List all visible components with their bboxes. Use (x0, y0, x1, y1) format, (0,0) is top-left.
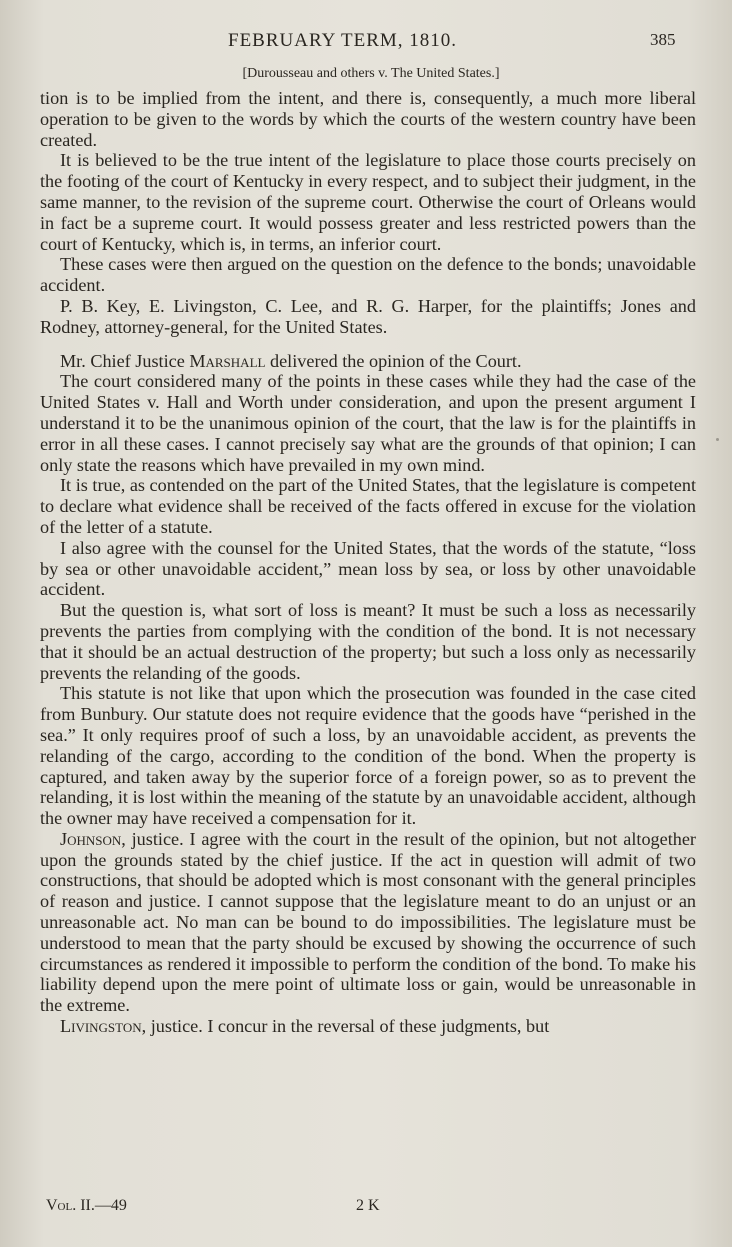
volume-signature: Vol. II.—49 (46, 1197, 127, 1214)
paragraph: The court considered many of the points in these cases while they had the case of the United States v. Hall and Worth under consideration, and upon the present argument I understand it to be the unanimous opinion of the court, that the law is for the plaintiffs in error in all these cases. I cannot precisely say what are the grounds of that opinion; I can only state the reasons which have prevailed in my own mind. (40, 371, 696, 475)
concurring-paragraph (40, 829, 696, 1016)
justice-name-johnson: Johnson (60, 828, 122, 849)
paragraph: It is true, as contended on the part of the United States, that the legislature is competent to declare what evidence shall be received of the facts offered in excuse for the violation of the letter of a statute. (40, 475, 696, 537)
opinion-intro-prefix: Mr. Chief Justice (60, 350, 185, 371)
paragraph-continued: tion is to be implied from the intent, and there is, consequently, a much more liberal operation to be given to the words by which the courts of the western country have been created. (40, 88, 696, 150)
paragraph: This statute is not like that upon which the prosecution was founded in the case cited from Bunbury. Our statute does not require evidence that the goods have “perished in the sea.” It only requires proof of such a loss, by an unavoidable accident, as prevents the relanding of the cargo, according to the condition of the bond. When the property is captured, and taken away by the superior force of a foreign power, so as to prevent the relanding, it is lost within the meaning of the statute by an unavoidable accident, although the owner may have received a compensation for it. (40, 683, 696, 829)
paragraph: I also agree with the counsel for the United States, that the words of the statute, “loss by sea or other unavoidable accident,” mean loss by sea, or loss by other unavoidable accident. (40, 537, 696, 600)
concurring-paragraph (40, 1016, 696, 1037)
justice-name-marshall: Marshall (189, 350, 266, 371)
page-number: 385 (650, 30, 676, 49)
running-head: FEBRUARY TERM, 1810. (228, 30, 458, 51)
opinion-intro (40, 351, 696, 372)
page-header (0, 28, 732, 58)
concurring-text: , justice. I concur in the reversal of these judgments, but (141, 1016, 550, 1037)
counsel-paragraph: P. B. Key, E. Livingston, C. Lee, and R. G. Harper, for the plaintiffs; Jones and Rodney, attorney-general, for the United States. (40, 295, 696, 337)
page-footer (46, 1197, 686, 1221)
opinion-intro-suffix: delivered the opinion of the Court. (270, 350, 522, 371)
justice-name-livingston: Livingston (60, 1016, 142, 1037)
paragraph: But the question is, what sort of loss is meant? It must be such a loss as necessarily prevents the parties from complying with the condition of the bond. It is not necessary that it should be an actual destruction of the property; but such a loss only as necessarily prevents the relanding of the goods. (40, 600, 696, 683)
paragraph: It is believed to be the true intent of the legislature to place those courts precisely on the footing of the court of Kentucky in every respect, and to subject their judgment, in the same manner, to the revision of the supreme court. Otherwise the court of Orleans would in fact be a supreme court. It would possess greater and less restricted powers than the court of Kentucky, which is, in terms, an inferior court. (40, 150, 696, 254)
case-caption: [Durousseau and others v. The United States.] (242, 66, 500, 81)
sheet-signature: 2 K (356, 1197, 380, 1214)
paper-speck (716, 438, 719, 441)
concurring-text: , justice. I agree with the court in the result of the opinion, but not altogether upon the grounds stated by the chief justice. If the act in question will admit of two constructions, that should be adopted which is most consonant with the general principles of reason and justice. I cannot suppose that the legislature meant to do an unjust or an unreasonable act. No man can be bound to do impossibilities. The legislature must be understood to mean that the party should be excused by showing the occurrence of such circumstances as rendered it impossible to perform the condition of the bond. To make his liability depend upon the mere point of ultimate loss or gain, would be unreasonable in the extreme. (40, 828, 696, 1016)
paragraph: These cases were then argued on the question on the defence to the bonds; unavoidable accident. (40, 254, 696, 296)
page-body (40, 88, 696, 1037)
